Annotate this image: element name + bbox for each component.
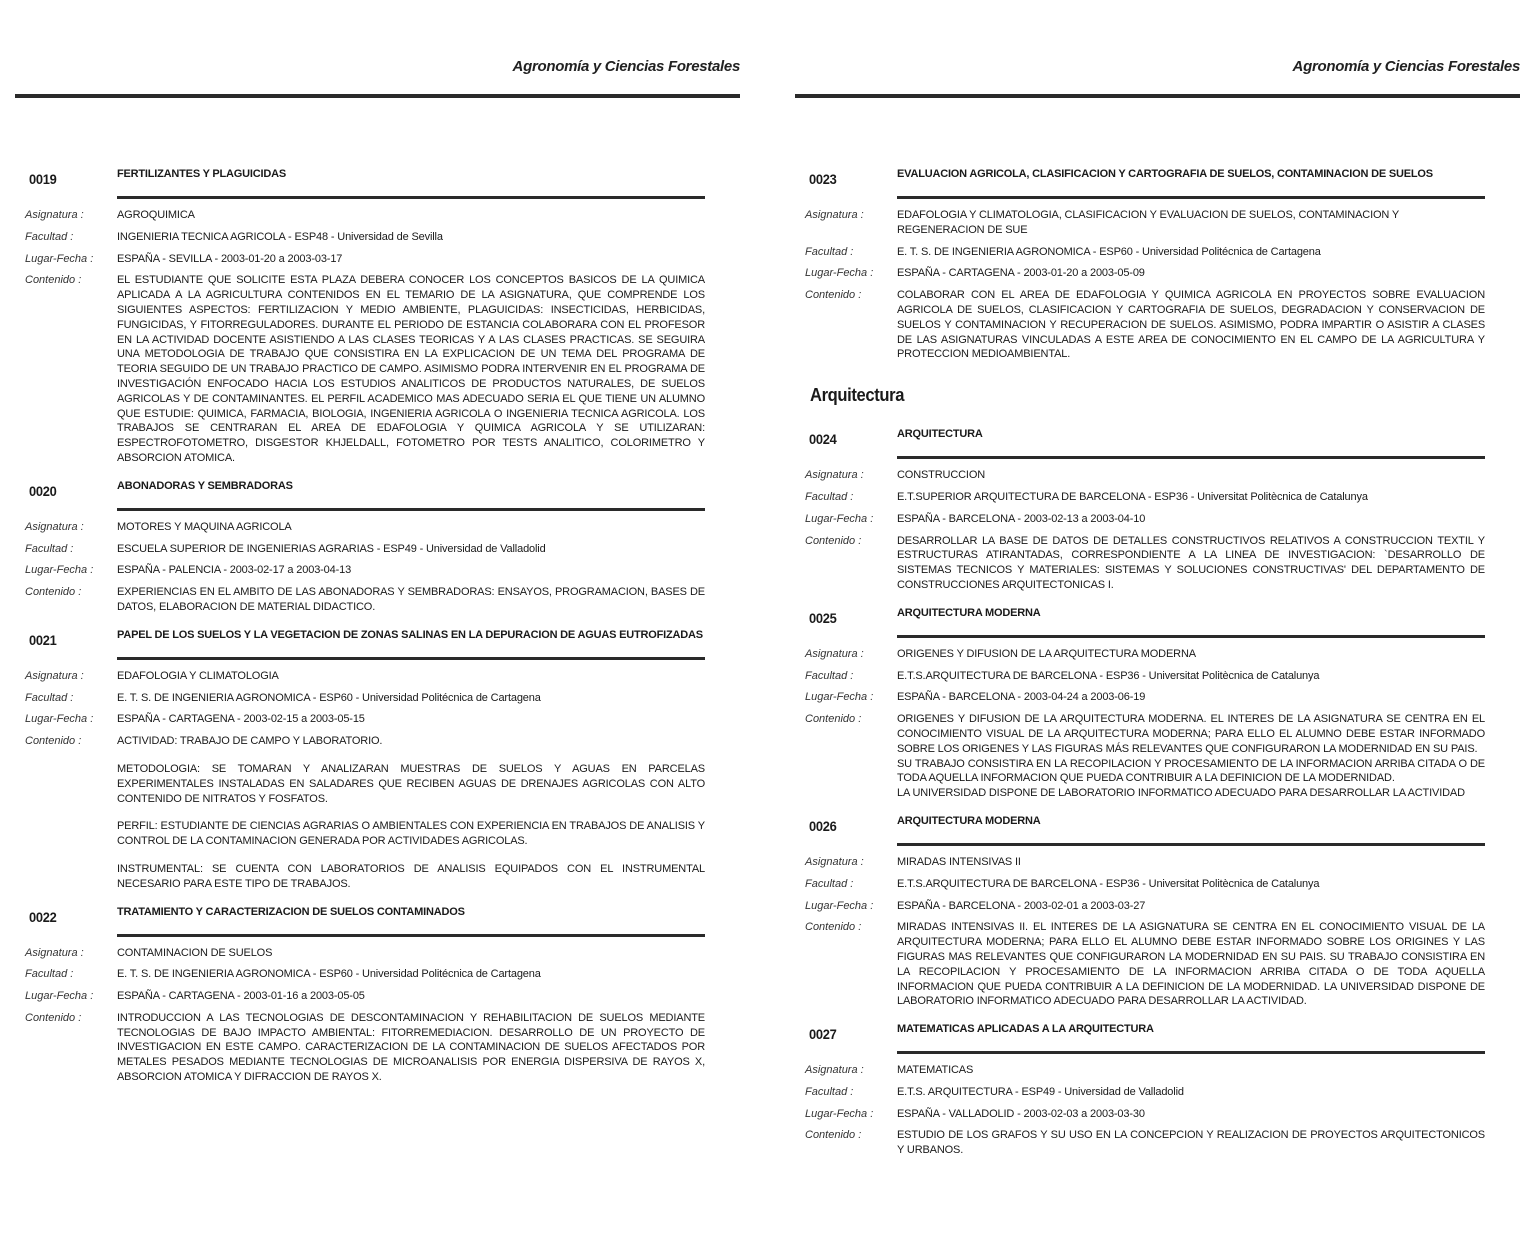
field-value: E.T.SUPERIOR ARQUITECTURA DE BARCELONA - ESP36 - Universitat Politècnica de Catalunya <box>897 490 1368 503</box>
facultad-row <box>805 877 1485 892</box>
entry <box>805 1023 1485 1158</box>
entry-title: ARQUITECTURA <box>897 428 983 441</box>
entry-rule <box>897 1051 1485 1054</box>
field-value: CONSTRUCCION <box>897 469 986 482</box>
entry-title: ABONADORAS Y SEMBRADORAS <box>117 479 293 492</box>
asignatura-row <box>805 1063 1485 1078</box>
facultad-row <box>805 1085 1485 1100</box>
contenido-paragraph: ACTIVIDAD: TRABAJO DE CAMPO Y LABORATORIO. <box>117 735 383 748</box>
first-entry-slot <box>805 168 1485 362</box>
field-label: Contenido : <box>805 921 862 934</box>
entry-code: 0024 <box>809 431 837 448</box>
field-label: Asignatura : <box>805 647 864 660</box>
entry-code: 0023 <box>809 171 837 187</box>
entry-rule <box>897 196 1485 199</box>
entry-rule <box>117 934 705 937</box>
contenido-text <box>117 734 705 891</box>
contenido-paragraph: COLABORAR CON EL AREA DE EDAFOLOGIA Y QUIMICA AGRICOLA EN PROYECTOS SOBRE EVALUACION AGRICOLA DE SUELOS, CLASIFICACION Y CARTOGRAFIA DE SUELOS, DEGRADACION Y CONSERVACION DE SUELOS Y CONTAMINACION Y RECUPERACION DE SUELOS. ASIMISMO, PODRA IMPARTIR O ASISTIR A CLASES DE LAS ASIGNATURAS VINCULADAS A ESTE AREA DE CONOCIMIENTO EN EL CAMPO DE LA AGRICULTURA Y PROTECCION MEDIOAMBIENTAL. <box>897 289 1485 361</box>
field-value: EDAFOLOGIA Y CLIMATOLOGIA <box>117 669 279 682</box>
field-label: Lugar-Fecha : <box>25 713 94 726</box>
asignatura-row <box>25 208 705 223</box>
field-label: Contenido : <box>805 534 862 547</box>
field-value: MATEMATICAS <box>897 1064 974 1077</box>
field-label: Lugar-Fecha : <box>805 512 874 525</box>
contenido-paragraph: EXPERIENCIAS EN EL AMBITO DE LAS ABONADORAS Y SEMBRADORAS: ENSAYOS, PROGRAMACION, BASES DE DATOS, ELABORACION DE MATERIAL DIDACTICO. <box>117 586 705 613</box>
lugar-fecha-row <box>25 989 705 1004</box>
facultad-row <box>25 691 705 706</box>
field-label: Facultad : <box>805 245 854 258</box>
field-label: Lugar-Fecha : <box>25 252 94 265</box>
running-header: Agronomía y Ciencias Forestales <box>1292 58 1520 75</box>
entry-heading <box>805 815 1485 843</box>
left-page <box>15 0 740 1238</box>
field-label: Lugar-Fecha : <box>805 1107 874 1120</box>
asignatura-row <box>805 647 1485 662</box>
entry-heading <box>805 1023 1485 1051</box>
entry-title: ARQUITECTURA MODERNA <box>897 606 1041 619</box>
left-entries <box>25 168 705 1099</box>
field-label: Contenido : <box>805 713 862 726</box>
field-label: Asignatura : <box>805 469 864 482</box>
field-label: Facultad : <box>25 691 74 704</box>
entry <box>25 480 705 615</box>
field-value: E. T. S. DE INGENIERIA AGRONOMICA - ESP60 - Universidad Politécnica de Cartagena <box>897 245 1321 258</box>
running-header: Agronomía y Ciencias Forestales <box>512 58 740 75</box>
field-label: Asignatura : <box>25 946 84 959</box>
contenido-paragraph: EL ESTUDIANTE QUE SOLICITE ESTA PLAZA DEBERA CONOCER LOS CONCEPTOS BASICOS DE LA QUIMICA APLICADA A LA AGRICULTURA CONTENIDOS EN EL TEMARIO DE LA ASIGNATURA, QUE COMPRENDE LOS SIGUIENTES ASPECTOS: FERTILIZACION Y MEDIO AMBIENTE, PLAGUICIDAS: INSECTICIDAS, HERBICIDAS, FUNGICIDAS, Y FITORREGULADORES. DURANTE EL PERIODO DE ESTANCIA COLABORARA CON EL PROFESOR EN LA ACTIVIDAD DOCENTE ASISTIENDO A LAS CLASES TEORICAS Y A LAS CLASES PRACTICAS. SE SEGUIRA UNA METODOLOGIA DE TRABAJO QUE CONSISTIRA EN LA EXPLICACION DE UN TEMA DEL PROGRAMA DE TEORIA SEGUIDO DE UN TRABAJO PRACTICO DE CAMPO. ASIMISMO PODRA INTERVENIR EN EL PROGRAMA DE INVESTIGACIÓN ENFOCADO HACIA LOS ESTUDIOS ANALITICOS DE PRODUCTOS NATURALES, DE SUELOS AGRICOLAS Y DE CONTAMINANTES. EL PERFIL ACADEMICO MAS ADECUADO SERIA EL QUE TIENE UN ALUMNO QUE ESTUDIE: QUIMICA, FARMACIA, BIOLOGIA, INGENIERIA AGRICOLA O INGENIERIA TECNICA AGRICOLA. LOS TRABAJOS SE CENTRARAN EL AREA DE EDAFOLOGIA Y QUIMICA AGRICOLA Y SE UTILIZARAN: ESPECTROFOTOMETRO, DISGESTOR KHJELDALL, FOTOMETRO POR TESTS ANALITICO, COLORIMETRO Y ABSORCION ATOMICA. <box>117 274 705 464</box>
field-value: ESPAÑA - CARTAGENA - 2003-01-16 a 2003-05-05 <box>117 990 365 1003</box>
field-value: ESPAÑA - BARCELONA - 2003-02-13 a 2003-04-10 <box>897 512 1146 525</box>
entry-rule <box>897 635 1485 638</box>
field-value: E.T.S.ARQUITECTURA DE BARCELONA - ESP36 - Universitat Politècnica de Catalunya <box>897 877 1320 890</box>
entry-rule <box>117 196 705 199</box>
field-label: Lugar-Fecha : <box>805 691 874 704</box>
asignatura-row <box>25 520 705 535</box>
entry-heading <box>25 906 705 934</box>
facultad-row <box>25 230 705 245</box>
field-value: EDAFOLOGIA Y CLIMATOLOGIA, CLASIFICACION Y EVALUACION DE SUELOS, CONTAMINACION Y REGENERACION DE SUE <box>897 209 1399 236</box>
entry-rule <box>897 843 1485 846</box>
lugar-fecha-row <box>805 690 1485 705</box>
field-label: Lugar-Fecha : <box>805 899 874 912</box>
facultad-row <box>805 245 1485 260</box>
contenido-row <box>805 1128 1485 1158</box>
entry <box>805 815 1485 1009</box>
field-label: Contenido : <box>805 1129 862 1142</box>
entry-code: 0019 <box>29 171 57 187</box>
contenido-text <box>897 288 1485 362</box>
field-value: E. T. S. DE INGENIERIA AGRONOMICA - ESP60 - Universidad Politécnica de Cartagena <box>117 691 541 704</box>
facultad-row <box>25 542 705 557</box>
field-label: Asignatura : <box>25 209 84 221</box>
entry-heading <box>805 168 1485 196</box>
entry-title: ARQUITECTURA MODERNA <box>897 814 1041 827</box>
entry-code: 0027 <box>809 1026 837 1043</box>
field-label: Facultad : <box>805 877 854 890</box>
contenido-text <box>117 585 705 615</box>
entry-rule <box>117 508 705 511</box>
entry-title: EVALUACION AGRICOLA, CLASIFICACION Y CARTOGRAFIA DE SUELOS, CONTAMINACION DE SUELOS <box>897 168 1433 180</box>
field-value: ESPAÑA - BARCELONA - 2003-02-01 a 2003-03-27 <box>897 899 1146 912</box>
field-value: MOTORES Y MAQUINA AGRICOLA <box>117 520 292 533</box>
entry-rule <box>897 456 1485 459</box>
contenido-paragraph: ESTUDIO DE LOS GRAFOS Y SU USO EN LA CONCEPCION Y REALIZACION DE PROYECTOS ARQUITECTONICOS Y URBANOS. <box>897 1129 1485 1157</box>
field-label: Lugar-Fecha : <box>25 564 94 577</box>
lugar-fecha-row <box>805 899 1485 914</box>
entry-code: 0022 <box>29 908 57 925</box>
lugar-fecha-row <box>25 252 705 267</box>
field-value: ORIGENES Y DIFUSION DE LA ARQUITECTURA MODERNA <box>897 647 1196 660</box>
entry-heading <box>25 629 705 657</box>
asignatura-row <box>25 946 705 961</box>
field-label: Contenido : <box>25 1011 82 1024</box>
field-value: ESPAÑA - CARTAGENA - 2003-01-20 a 2003-05-09 <box>897 267 1145 280</box>
lugar-fecha-row <box>805 512 1485 527</box>
field-value: ESPAÑA - CARTAGENA - 2003-02-15 a 2003-05-15 <box>117 713 365 726</box>
contenido-paragraph: INSTRUMENTAL: SE CUENTA CON LABORATORIOS DE ANALISIS EQUIPADOS CON EL INSTRUMENTAL NECESARIO PARA ESTE TIPO DE TRABAJOS. <box>117 862 705 890</box>
right-page <box>795 0 1520 1238</box>
field-label: Facultad : <box>805 490 854 503</box>
field-label: Lugar-Fecha : <box>25 990 94 1003</box>
field-value: E. T. S. DE INGENIERIA AGRONOMICA - ESP60 - Universidad Politécnica de Cartagena <box>117 968 541 981</box>
contenido-text <box>897 534 1485 593</box>
field-label: Facultad : <box>25 968 74 981</box>
header-rule <box>795 94 1520 98</box>
contenido-paragraph: PERFIL: ESTUDIANTE DE CIENCIAS AGRARIAS O AMBIENTALES CON EXPERIENCIA EN TRABAJOS DE ANALISIS Y CONTROL DE LA CONTAMINACION GENERADA POR ACTIVIDADES AGRICOLAS. <box>117 820 705 848</box>
section-entries <box>805 428 1485 1158</box>
contenido-row <box>25 734 705 891</box>
right-entries <box>805 168 1485 1172</box>
field-value: ESPAÑA - SEVILLA - 2003-01-20 a 2003-03-17 <box>117 252 343 265</box>
entry <box>25 906 705 1085</box>
facultad-row <box>805 490 1485 505</box>
entry <box>25 168 705 466</box>
field-label: Facultad : <box>25 230 74 243</box>
contenido-row <box>805 712 1485 801</box>
contenido-text <box>897 712 1485 801</box>
field-value: ESCUELA SUPERIOR DE INGENIERIAS AGRARIAS - ESP49 - Universidad de Valladolid <box>117 542 546 555</box>
entry-title: FERTILIZANTES Y PLAGUICIDAS <box>117 168 286 180</box>
field-label: Asignatura : <box>25 669 84 682</box>
entry-rule <box>117 657 705 660</box>
contenido-text <box>117 1011 705 1085</box>
contenido-row <box>25 585 705 615</box>
entry-heading <box>25 480 705 508</box>
contenido-paragraph: MIRADAS INTENSIVAS II. EL INTERES DE LA ASIGNATURA SE CENTRA EN EL CONOCIMIENTO VISUAL DE LA ARQUITECTURA MODERNA; PARA ELLO EL ALUMNO DEBE ESTAR INFORMADO SOBRE LOS ORIGINES Y LAS FIGURAS MAS RELEVANTES QUE CONFIGURARON LA MODERNIDAD EN SU PAIS. SU TRABAJO CONSISTIRA EN LA RECOPILACION Y PROCESAMIENTO DE LA INFORMACION ARRIBA CITADA O DE TODA AQUELLA INFORMACION QUE PUEDA CONTRIBUIR A LA DEFINICION DE LA MODERNIDAD. LA UNIVERSIDAD DISPONE DE LABORATORIO INFORMATICO ADECUADO PARA DESARROLLAR LA ACTIVIDAD. <box>897 921 1485 1008</box>
field-value: CONTAMINACION DE SUELOS <box>117 946 273 959</box>
contenido-row <box>805 288 1485 362</box>
contenido-row <box>805 534 1485 593</box>
field-label: Facultad : <box>805 1085 854 1098</box>
facultad-row <box>25 967 705 982</box>
field-label: Facultad : <box>805 669 854 682</box>
asignatura-row <box>805 855 1485 870</box>
entry-heading <box>25 168 705 196</box>
contenido-paragraph: METODOLOGIA: SE TOMARAN Y ANALIZARAN MUESTRAS DE SUELOS Y AGUAS EN PARCELAS EXPERIMENTALES INSTALADAS EN SALADARES QUE RECIBEN AGUAS DE DRENAJES AGRICOLAS CON ALTO CONTENIDO DE NITRATOS Y FOSFATOS. <box>117 762 705 805</box>
entry <box>25 629 705 892</box>
field-value: MIRADAS INTENSIVAS II <box>897 855 1021 868</box>
contenido-row <box>25 273 705 465</box>
field-label: Contenido : <box>25 586 82 599</box>
lugar-fecha-row <box>805 266 1485 281</box>
field-value: ESPAÑA - VALLADOLID - 2003-02-03 a 2003-03-30 <box>897 1107 1145 1120</box>
contenido-text <box>897 1128 1485 1158</box>
field-label: Asignatura : <box>805 1064 864 1077</box>
entry-title: TRATAMIENTO Y CARACTERIZACION DE SUELOS CONTAMINADOS <box>117 905 465 918</box>
field-label: Asignatura : <box>805 855 864 868</box>
contenido-row <box>805 920 1485 1009</box>
field-label: Lugar-Fecha : <box>805 267 874 280</box>
lugar-fecha-row <box>805 1107 1485 1122</box>
field-label: Contenido : <box>25 274 82 287</box>
contenido-paragraph: DESARROLLAR LA BASE DE DATOS DE DETALLES CONSTRUCTIVOS RELATIVOS A CONSTRUCCION TEXTIL Y ESTRUCTURAS ATIRANTADAS, CORRESPONDIENTE A LA LINEA DE INVESTIGACION: `DESARROLLO DE SISTEMAS TECNICOS Y MATERIALES: SISTEMAS Y SOLUCIONES CONSTRUCTIVAS' DEL DEPARTAMENTO DE CONSTRUCCIONES ARQUITECTONICAS I. <box>897 534 1485 591</box>
field-value: ESPAÑA - BARCELONA - 2003-04-24 a 2003-06-19 <box>897 691 1146 704</box>
entry-heading <box>805 607 1485 635</box>
asignatura-row <box>805 208 1485 238</box>
contenido-paragraph: INTRODUCCION A LAS TECNOLOGIAS DE DESCONTAMINACION Y REHABILITACION DE SUELOS MEDIANTE TECNOLOGIAS DE BAJO IMPACTO AMBIENTAL: FITORREMEDIACION. DESARROLLO DE UN PROYECTO DE INVESTIGACION EN ESTE CAMPO. CARACTERIZACION DE LA CONTAMINACION DE SUELOS AFECTADOS POR METALES PESADOS MEDIANTE TECNOLOGIAS DE MICROANALISIS POR ENERGIA DISPERSIVA DE RAYOS X, ABSORCION ATOMICA Y DIFRACCION DE RAYOS X. <box>117 1011 705 1084</box>
field-value: E.T.S. ARQUITECTURA - ESP49 - Universidad de Valladolid <box>897 1085 1184 1098</box>
contenido-text <box>897 920 1485 1009</box>
entry <box>805 428 1485 593</box>
field-value: INGENIERIA TECNICA AGRICOLA - ESP48 - Universidad de Sevilla <box>117 230 443 243</box>
lugar-fecha-row <box>25 563 705 578</box>
entry-title: MATEMATICAS APLICADAS A LA ARQUITECTURA <box>897 1023 1154 1036</box>
field-value: ESPAÑA - PALENCIA - 2003-02-17 a 2003-04-13 <box>117 564 352 577</box>
entry-title: PAPEL DE LOS SUELOS Y LA VEGETACION DE ZONAS SALINAS EN LA DEPURACION DE AGUAS EUTROFIZADAS <box>117 628 703 641</box>
contenido-row <box>25 1011 705 1085</box>
field-label: Contenido : <box>805 289 862 302</box>
contenido-text <box>117 273 705 465</box>
lugar-fecha-row <box>25 712 705 727</box>
entry-code: 0021 <box>29 631 57 648</box>
header-rule <box>15 94 740 98</box>
field-label: Contenido : <box>25 735 82 748</box>
entry <box>805 607 1485 801</box>
entry-code: 0025 <box>809 609 837 626</box>
entry-heading <box>805 428 1485 456</box>
facultad-row <box>805 669 1485 684</box>
field-value: E.T.S.ARQUITECTURA DE BARCELONA - ESP36 - Universitat Politècnica de Catalunya <box>897 669 1320 682</box>
field-label: Asignatura : <box>25 520 84 533</box>
asignatura-row <box>25 669 705 684</box>
field-label: Facultad : <box>25 542 74 555</box>
entry <box>805 168 1485 362</box>
asignatura-row <box>805 468 1485 483</box>
entry-code: 0020 <box>29 482 57 499</box>
contenido-paragraph: ORIGENES Y DIFUSION DE LA ARQUITECTURA MODERNA. EL INTERES DE LA ASIGNATURA SE CENTRA EN EL CONOCIMIENTO VISUAL DE LA ARQUITECTURA MODERNA; PARA ELLO EL ALUMNO DEBE ESTAR INFORMADO SOBRE LOS ORIGENES Y LAS FIGURAS MÁS RELEVANTES QUE CONFIGURARON LA MODERNIDAD EN SU PAIS. SU TRABAJO CONSISTIRA EN LA RECOPILACION Y PROCESAMIENTO DE LA INFORMACION ARRIBA CITADA O DE TODA AQUELLA INFORMACION QUE PUEDA CONTRIBUIR A LA DEFINICION DE LA MODERNIDAD. LA UNIVERSIDAD DISPONE DE LABORATORIO INFORMATICO ADECUADO PARA DESARROLLAR LA ACTIVIDAD <box>897 713 1485 800</box>
section-title: Arquitectura <box>810 385 905 406</box>
field-value: AGROQUIMICA <box>117 209 195 221</box>
entry-code: 0026 <box>809 817 837 834</box>
field-label: Asignatura : <box>805 209 864 221</box>
